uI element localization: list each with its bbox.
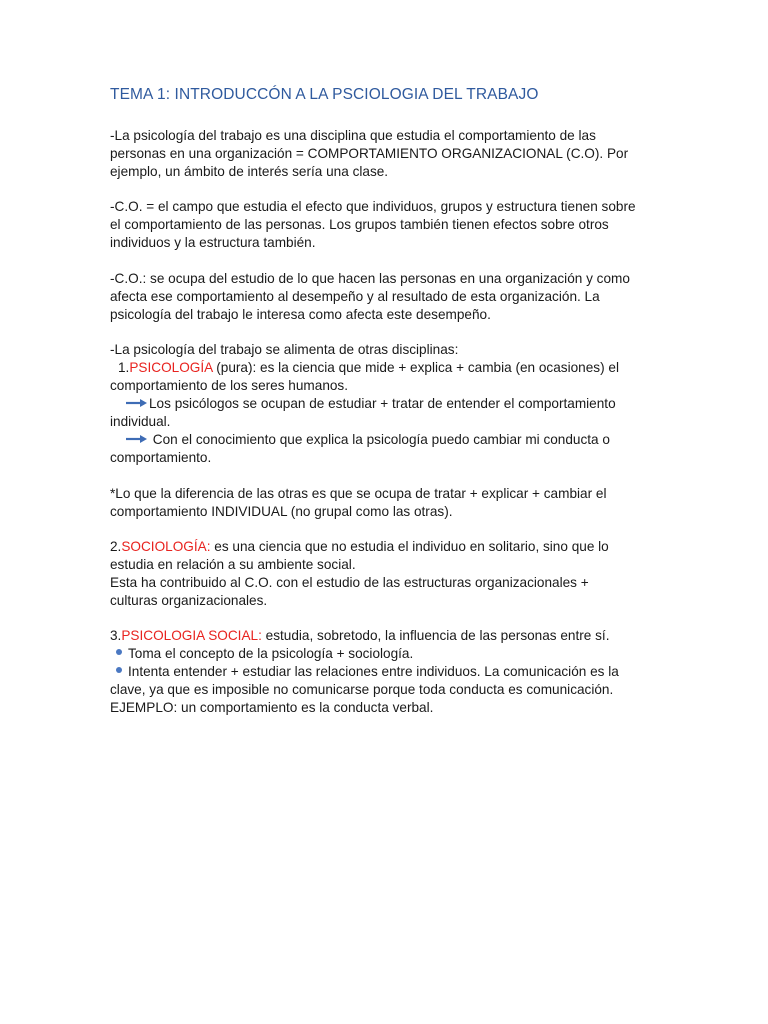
item-number: 2. [110, 539, 122, 554]
term-sociologia: SOCIOLOGÍA: [121, 539, 211, 554]
paragraph-line: clave, ya que es imposible no comunicarse porque toda conducta es comunicación. [110, 682, 614, 697]
bullet-item [116, 663, 619, 681]
paragraph-line: comportamiento. [110, 450, 212, 465]
paragraph-line: *Lo que la diferencia de las otras es que se ocupa de tratar + explicar + cambiar el [110, 486, 607, 501]
paragraph-line: afecta ese comportamiento al desempeño y al resultado de esta organización. La [110, 289, 600, 304]
term-psicologia: PSICOLOGÍA [129, 360, 213, 375]
bullet-text: Intenta entender + estudiar las relaciones entre individuos. La comunicación es la [128, 664, 619, 679]
right-arrow-icon [126, 431, 147, 449]
bullet-dot-icon [116, 667, 122, 673]
bullet-dot-icon [116, 649, 122, 655]
paragraph-line: individuos y la estructura también. [110, 235, 316, 250]
paragraph-line: -C.O.: se ocupa del estudio de lo que hacen las personas en una organización y como [110, 271, 630, 286]
numbered-item-psicologia-social [110, 627, 610, 645]
paragraph-line: psicología del trabajo le interesa como afecta este desempeño. [110, 307, 491, 322]
paragraph-line: personas en una organización = COMPORTAMIENTO ORGANIZACIONAL (C.O). Por [110, 146, 629, 161]
item-number: 1. [118, 360, 130, 375]
paragraph-line: individual. [110, 414, 171, 429]
numbered-item-sociologia [110, 538, 609, 556]
bullet-item [116, 645, 413, 663]
paragraph-line: el comportamiento de las personas. Los grupos también tienen efectos sobre otros [110, 217, 609, 232]
paragraph-line: -La psicología del trabajo se alimenta de otras disciplinas: [110, 342, 459, 357]
item-text: (pura): es la ciencia que mide + explica + cambia (en ocasiones) el [212, 360, 619, 375]
page-title: TEMA 1: INTRODUCCÓN A LA PSCIOLOGIA DEL TRABAJO [110, 86, 539, 103]
paragraph-line: Esta ha contribuido al C.O. con el estudio de las estructuras organizacionales + [110, 575, 589, 590]
paragraph-line: -C.O. = el campo que estudia el efecto que individuos, grupos y estructura tienen sobre [110, 199, 636, 214]
numbered-item-psicologia [118, 359, 619, 377]
arrow-item [126, 395, 616, 413]
paragraph-line: estudia en relación a su ambiente social. [110, 557, 356, 572]
arrow-item [126, 431, 610, 449]
arrow-item-text: Con el conocimiento que explica la psicología puedo cambiar mi conducta o [149, 432, 610, 447]
paragraph-line: culturas organizacionales. [110, 593, 268, 608]
paragraph-line: comportamiento INDIVIDUAL (no grupal como las otras). [110, 504, 453, 519]
paragraph-line: -La psicología del trabajo es una disciplina que estudia el comportamiento de las [110, 128, 596, 143]
bullet-text: Toma el concepto de la psicología + sociología. [128, 646, 414, 661]
item-number: 3. [110, 628, 122, 643]
paragraph-line: EJEMPLO: un comportamiento es la conducta verbal. [110, 700, 434, 715]
item-text: es una ciencia que no estudia el individuo en solitario, sino que lo [210, 539, 609, 554]
right-arrow-icon [126, 395, 147, 413]
arrow-item-text: Los psicólogos se ocupan de estudiar + tratar de entender el comportamiento [149, 396, 616, 411]
paragraph-line: ejemplo, un ámbito de interés sería una clase. [110, 164, 389, 179]
paragraph-line: comportamiento de los seres humanos. [110, 378, 349, 393]
term-psicologia-social: PSICOLOGIA SOCIAL: [121, 628, 262, 643]
item-text: estudia, sobretodo, la influencia de las personas entre sí. [261, 628, 610, 643]
